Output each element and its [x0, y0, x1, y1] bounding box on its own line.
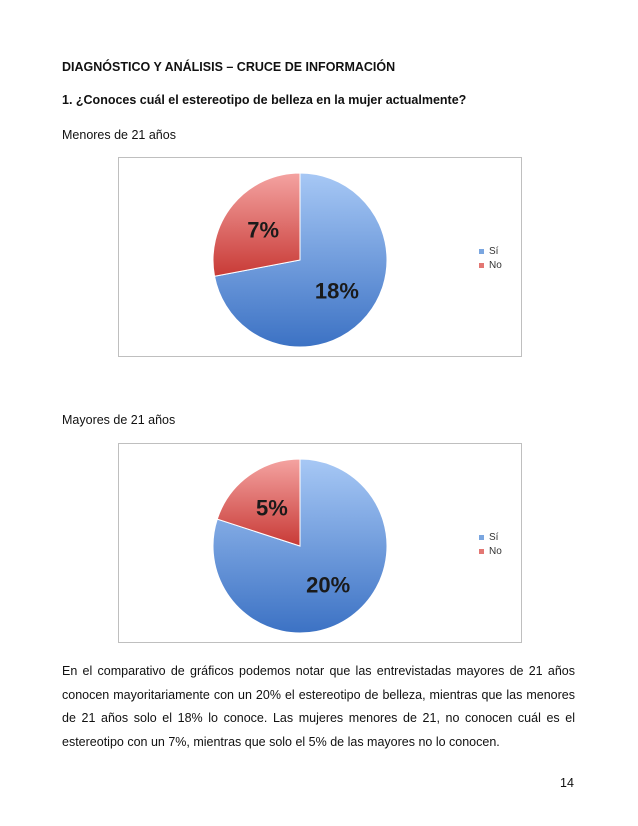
data-label-si: 18%: [314, 278, 359, 304]
analysis-paragraph: En el comparativo de gráficos podemos notar que las entrevistadas mayores de 21 años conocen mayoritariamente con un 20% el estereotipo de belleza, mientras que las menores de 21 años solo el 18% lo conoce. Las mujeres menores de 21, no conocen cuál es el estereotipo con un 7%, mientras que solo el 5% de las mayores no lo conocen.: [62, 664, 575, 749]
legend-label-si: Sí: [489, 245, 499, 257]
chart-minors: [118, 157, 522, 357]
pie-chart-majors: [119, 444, 521, 642]
section-minors-label: Menores de 21 años: [62, 128, 176, 142]
legend-majors: [479, 530, 502, 558]
legend-label-no: No: [489, 259, 502, 271]
chart-majors: [118, 443, 522, 643]
legend-swatch-no: [479, 549, 484, 554]
legend-item-si: [479, 530, 502, 544]
legend-item-no: [479, 544, 502, 558]
legend-swatch-si: [479, 249, 484, 254]
legend-item-no: [479, 258, 502, 272]
document-title: DIAGNÓSTICO Y ANÁLISIS – CRUCE DE INFORMACIÓN: [62, 60, 396, 74]
legend-minors: [479, 244, 502, 272]
legend-item-si: [479, 244, 502, 258]
data-label-no: 5%: [255, 495, 288, 521]
page-number: 14: [560, 776, 574, 790]
question-heading: 1. ¿Conoces cuál el estereotipo de belleza en la mujer actualmente?: [62, 93, 467, 107]
data-label-no: 7%: [247, 217, 280, 243]
legend-swatch-no: [479, 263, 484, 268]
data-label-si: 20%: [306, 572, 351, 598]
pie-chart-minors: [119, 158, 521, 356]
legend-label-no: No: [489, 545, 502, 557]
legend-label-si: Sí: [489, 531, 499, 543]
section-majors-label: Mayores de 21 años: [62, 413, 176, 427]
legend-swatch-si: [479, 535, 484, 540]
